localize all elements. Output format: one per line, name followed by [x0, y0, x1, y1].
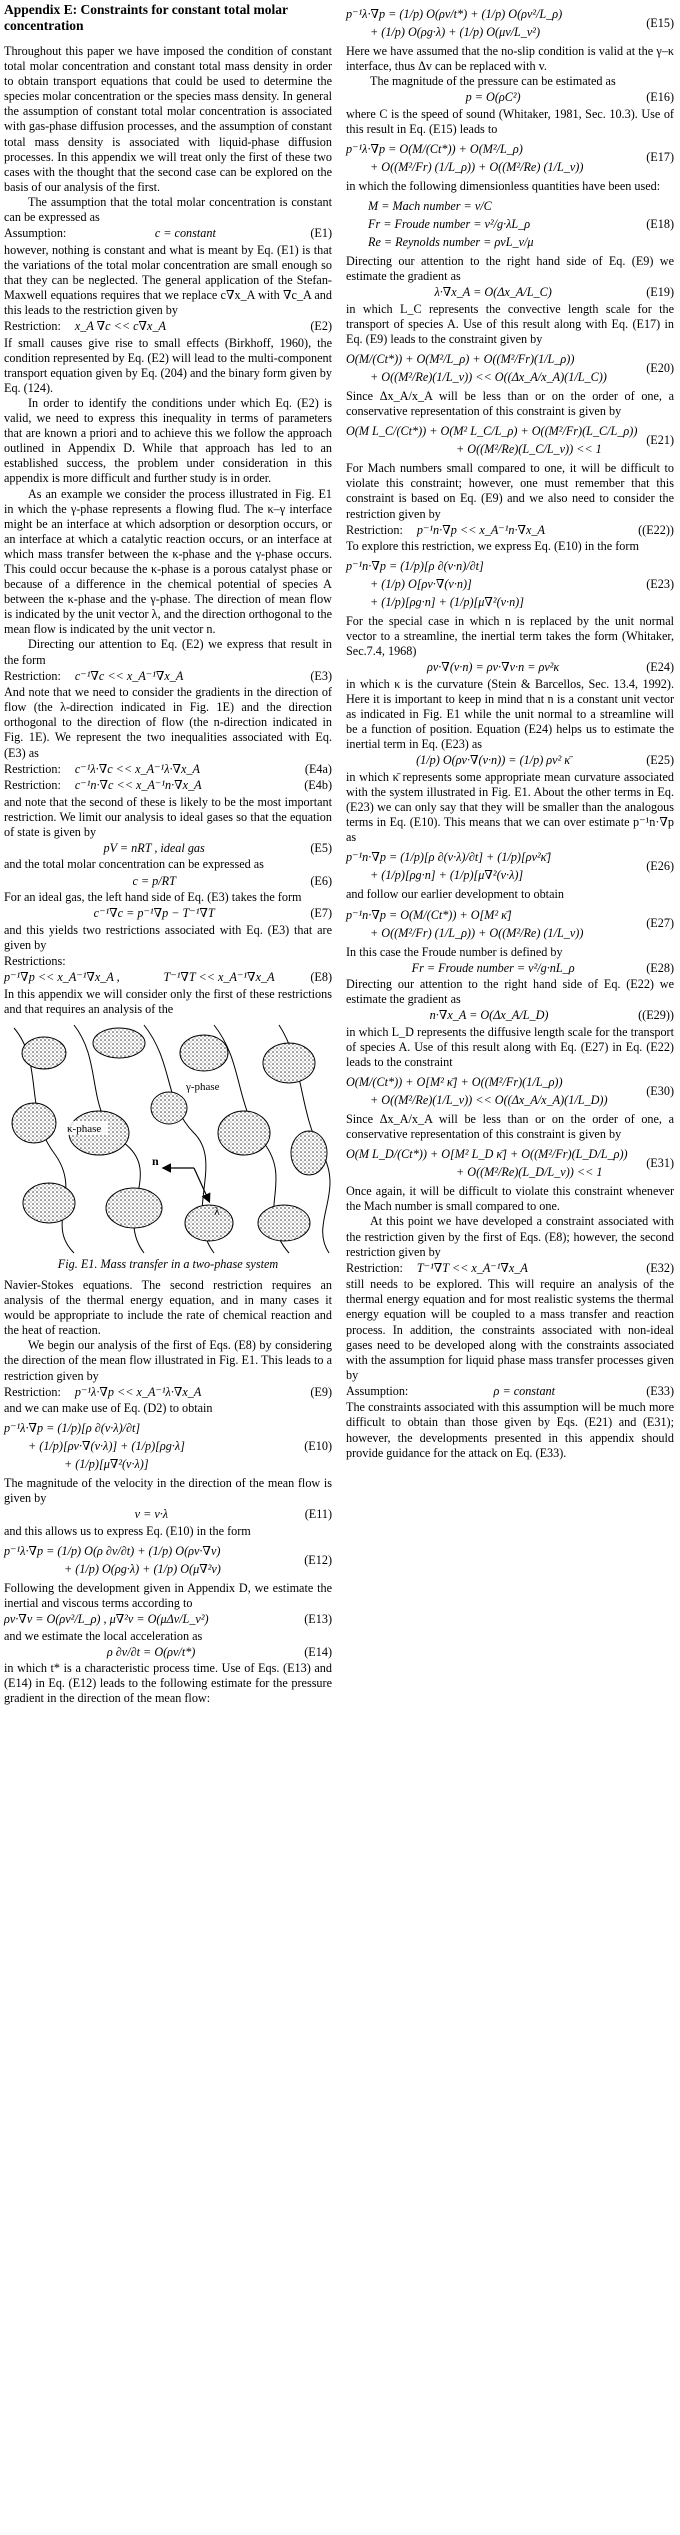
- equation-e23: [346, 557, 674, 611]
- equation-number: (E17): [646, 150, 674, 165]
- equation-number: (E10): [304, 1438, 332, 1453]
- equation-line: + (1/p)[ρg·n] + (1/p)[μ∇²(v·λ)]: [370, 868, 524, 883]
- equation-expression: p⁻¹∇p << x_A⁻¹∇x_A ,: [4, 970, 120, 985]
- equation-e26: [346, 848, 674, 884]
- paragraph: For Mach numbers small compared to one, it will be difficult to violate this constraint; however, one must remember that this constraint is based on Eq. (E9) and we also need to consider the restriction given by: [346, 461, 674, 521]
- equation-e8: [4, 970, 332, 986]
- paragraph: The magnitude of the pressure can be estimated as: [370, 74, 616, 89]
- equation-number: (E16): [646, 90, 674, 105]
- equation-number: (E11): [304, 1507, 332, 1522]
- equation-e8-label: [4, 954, 332, 970]
- equation-label: Restrictions:: [4, 953, 66, 968]
- equation-expression: c⁻¹∇c << x_A⁻¹∇x_A: [74, 668, 184, 683]
- equation-line: + O((M²/Fr) (1/L_ρ)) + O((M²/Re) (1/L_v)): [370, 159, 584, 174]
- kappa-particle: [93, 1028, 145, 1058]
- equation-label: Assumption:: [4, 226, 67, 241]
- equation-line: + (1/p) O(ρg·λ) + (1/p) O(μv/L_v²): [370, 25, 541, 39]
- paragraph: At this point we have developed a constraint associated with the restriction given by the first of Eqs. (E8); however, the second restriction given by: [346, 1214, 674, 1259]
- equation-line: + O((M²/Re)(L_D/L_v)) << 1: [456, 1165, 603, 1180]
- equation-expression: Fr = Froude number = v²/g·nL_ρ: [411, 960, 575, 975]
- paragraph: Throughout this paper we have imposed the condition of constant total molar concentration and constant total mass density in order to obtain transport equations that could be used to determine the species molar concentration or the species mass density. In general the assumption of constant total molar concentration is associated with gas-phase diffusion processes, and the assumption of constant total mass density is associated with liquid-phase diffusion processes. In this appendix we will treat only the first of these two cases with the thought that the second case can be explored on the basis of our analysis of the first.: [4, 44, 332, 194]
- kappa-particle: [23, 1183, 75, 1223]
- equation-e1: [4, 226, 332, 242]
- paragraph: still needs to be explored. This will require an analysis of the thermal energy equation and for most realistic systems the thermal energy equation will be coupled to a mass transfer and reaction process. In addition, the constraints associated with non-ideal gases need to be developed along with the constraints associated with the assumption for liquid phase mass transfer processes given by: [346, 1277, 674, 1382]
- paragraph: in which κ̄ represents some appropriate mean curvature associated with the system illustrated in Fig. E1. About the other terms in Eq. (E23) we can only say that they will be smaller than the analogous terms in Eq. (E10). This means that we can over estimate p⁻¹n·∇p as: [346, 769, 674, 845]
- kappa-phase-label: κ-phase: [67, 1122, 102, 1135]
- equation-number: (E3): [310, 668, 332, 683]
- equation-expression: ρ = constant: [493, 1383, 556, 1398]
- equation-line: + O((M²/Fr) (1/L_ρ)) + O((M²/Re) (1/L_v)): [370, 925, 584, 940]
- equation-number: ((E22)): [638, 522, 674, 537]
- equation-e6: [4, 874, 332, 890]
- paragraph: Since Δx_A/x_A will be less than or on the order of one, a conservative representation of this constraint is given by: [346, 1112, 674, 1142]
- equation-e16: [346, 90, 674, 106]
- equation-expression: c⁻¹∇c = p⁻¹∇p − T⁻¹∇T: [93, 906, 215, 921]
- paragraph: Once again, it will be difficult to violate this constraint whenever the Mach number is small compared to one.: [346, 1184, 674, 1214]
- equation-number: (E5): [310, 840, 332, 855]
- equation-e14: [4, 1645, 332, 1661]
- equation-line: p⁻¹λ·∇p = (1/p) O(ρv/t*) + (1/p) O(ρv²/L_ρ): [346, 7, 563, 21]
- paragraph: Since Δx_A/x_A will be less than or on the order of one, a conservative representation of this constraint is given by: [346, 389, 674, 419]
- equation-e30: [346, 1073, 674, 1109]
- equation-number: (E20): [646, 360, 674, 375]
- equation-e24: [346, 660, 674, 676]
- equation-number: (E28): [646, 960, 674, 975]
- gamma-phase-label: γ-phase: [186, 1080, 220, 1093]
- equation-number: (E12): [304, 1552, 332, 1567]
- paragraph: however, nothing is constant and what is meant by Eq. (E1) is that the variations of the total molar concentration are small enough so that they can be neglected. The general application of the Stefan-Maxwell equations requires that we replace c∇x_A with ∇c_A and this leads to the restriction given by: [4, 242, 332, 317]
- equation-e28: [346, 961, 674, 977]
- equation-e7: [4, 906, 332, 922]
- equation-expression: T⁻¹∇T << x_A⁻¹∇x_A: [416, 1260, 528, 1275]
- equation-number: (E8): [310, 970, 333, 985]
- equation-label: Restriction:: [4, 1384, 61, 1399]
- equation-expression: c = p/RT: [132, 873, 176, 888]
- equation-expression: ρ ∂v/∂t = O(ρv/t*): [106, 1644, 196, 1659]
- equation-number: (E4a): [304, 761, 332, 776]
- paragraph: The constraints associated with this assumption will be much more difficult to obtain than those given by Eqs. (E21) and (E31); however, the developments presented in this appendix should provide guidance for the attack on Eq. (E33).: [346, 1400, 674, 1460]
- paragraph: Directing our attention to the right hand side of Eq. (E22) we estimate the gradient as: [346, 977, 674, 1007]
- equation-number: (E19): [646, 285, 674, 300]
- equation-e17: [346, 140, 674, 176]
- paragraph: where C is the speed of sound (Whitaker, 1981, Sec. 10.3). Use of this result in Eq. (E15) leads to: [346, 106, 674, 136]
- equation-e27: [346, 906, 674, 942]
- equation-line: + O((M²/Re)(1/L_v)) << O((Δx_A/x_A)(1/L_C)): [370, 370, 607, 385]
- paragraph: Following the development given in Appendix D, we estimate the inertial and viscous terms according to: [4, 1581, 332, 1611]
- equation-label: Restriction:: [346, 1260, 403, 1275]
- equation-number: (E18): [646, 216, 674, 231]
- equation-line: p⁻¹λ·∇p = O(M/(Ct*)) + O(M²/L_ρ): [346, 141, 523, 156]
- equation-number: (E32): [646, 1260, 674, 1275]
- equation-number: (E25): [646, 753, 674, 768]
- equation-label: Restriction:: [4, 761, 61, 776]
- equation-line: p⁻¹λ·∇p = (1/p)[ρ ∂(v·λ)/∂t]: [4, 1421, 141, 1436]
- equation-line: + (1/p) O(ρg·λ) + (1/p) O(μ∇²v): [64, 1562, 221, 1576]
- equation-e25: [346, 753, 674, 769]
- equation-number: (E2): [310, 319, 332, 334]
- equation-e9: [4, 1385, 332, 1401]
- left-column: [4, 2, 332, 1707]
- equation-number: (E24): [646, 660, 674, 675]
- paragraph: The assumption that the total molar concentration is constant can be expressed as: [4, 194, 332, 225]
- paragraph: and this allows us to express Eq. (E10) in the form: [4, 1523, 251, 1538]
- paragraph: As an example we consider the process illustrated in Fig. E1 in which the γ-phase represents a flowing flud. The κ–γ interface might be an interface at which adsorption or desorption occurs, or an interface at which a catalytic reaction occurs, or an interface at which mass transfer between the κ-phase and the γ-phase occurs. This could occur because the κ-phase is a porous catalyst phase or because of a difference in the chemical potential of species A between the κ-phase and the γ-phase. The direction of mean flow is indicated by the unit vector λ, and the direction orthogonal to the mean flow is indicated by the unit vector n.: [4, 486, 332, 637]
- equation-number: (E14): [304, 1644, 332, 1659]
- paragraph: If small causes give rise to small effects (Birkhoff, 1960), the condition represented by Eq. (E2) will lead to the multi-component transport equation given by Eq. (204) and the binary form given by Eq. (124).: [4, 335, 332, 395]
- equation-expression: v = v·λ: [134, 1507, 169, 1522]
- equation-label: Restriction:: [346, 522, 403, 537]
- equation-line: + O((M²/Re)(L_C/L_v)) << 1: [456, 442, 602, 457]
- equation-line: p⁻¹n·∇p = (1/p)[ρ ∂(v·λ)/∂t] + (1/p)[ρv²κ̄]: [346, 850, 552, 865]
- equation-e29: [346, 1008, 674, 1024]
- paragraph: in which t* is a characteristic process time. Use of Eqs. (E13) and (E14) in Eq. (E12) leads to the following estimate for the pressure gradient in the direction of the mean flow:: [4, 1661, 332, 1706]
- paragraph: in which κ is the curvature (Stein & Barcellos, Sec. 13.4, 1992). Here it is important to keep in mind that n is a constant unit vector as indicated in Fig. E1 while the unit normal to a streamline will be a function of position. Equation (E24) helps us to estimate the inertial term in Eq. (E23) as: [346, 676, 674, 752]
- equation-line: + (1/p)[ρg·n] + (1/p)[μ∇²(v·n)]: [370, 595, 524, 610]
- equation-expression: T⁻¹∇T << x_A⁻¹∇x_A: [163, 970, 275, 985]
- kappa-particle: [106, 1188, 162, 1228]
- kappa-particle: [22, 1037, 66, 1069]
- equation-e11: [4, 1507, 332, 1523]
- lambda-vector-arrow: [194, 1168, 209, 1201]
- equation-e15: [346, 5, 674, 41]
- equation-e21: [346, 422, 674, 458]
- equation-e3: [4, 669, 332, 685]
- paragraph: in which L_C represents the convective length scale for the transport of species A. Use of this result along with Eq. (E17) in Eq. (E9) leads to the constraint given by: [346, 301, 674, 346]
- equation-line: + O((M²/Re)(1/L_v)) << O((Δx_A/x_A)(1/L_D)): [370, 1093, 608, 1108]
- equation-expression: (1/p) O(ρv·∇(v·n)) = (1/p) ρv² κ̄: [416, 753, 571, 768]
- equation-label: Assumption:: [346, 1383, 409, 1398]
- paragraph: and we can make use of Eq. (D2) to obtain: [4, 1401, 213, 1416]
- right-column: [346, 2, 674, 1461]
- equation-line: O(M/(Ct*)) + O(M²/L_ρ) + O((M²/Fr)(1/L_ρ)): [346, 352, 575, 367]
- figure-e1: [4, 1023, 332, 1255]
- equation-line: p⁻¹n·∇p = (1/p)[ρ ∂(v·n)/∂t]: [346, 559, 484, 574]
- paragraph: We begin our analysis of the first of Eqs. (E8) by considering the direction of the mean flow illustrated in Fig. E1. This leads to a restriction given by: [4, 1338, 332, 1383]
- equation-e19: [346, 285, 674, 301]
- equation-number: (E26): [646, 858, 674, 873]
- n-vector-label: n: [152, 1153, 159, 1168]
- equation-e5: [4, 841, 332, 857]
- equation-number: (E30): [646, 1083, 674, 1098]
- equation-e33: [346, 1384, 674, 1400]
- paragraph: For an ideal gas, the left hand side of Eq. (E3) takes the form: [4, 890, 302, 904]
- equation-e2: [4, 319, 332, 335]
- paragraph: The magnitude of the velocity in the direction of the mean flow is given by: [4, 1476, 332, 1506]
- equation-e18: [346, 197, 674, 251]
- kappa-particle: [258, 1205, 310, 1241]
- equation-expression: p⁻¹n·∇p << x_A⁻¹n·∇x_A: [416, 522, 545, 537]
- paragraph: For the special case in which n is replaced by the unit normal vector to a streamline, the inertial term takes the form (Whitaker, Sec.7.4, 1968): [346, 614, 674, 659]
- equation-e31: [346, 1145, 674, 1181]
- equation-line: O(M L_C/(Ct*)) + O(M² L_C/L_ρ) + O((M²/Fr)(L_C/L_ρ)): [346, 424, 638, 439]
- paragraph: and this yields two restrictions associated with Eq. (E3) that are given by: [4, 922, 332, 952]
- equation-line: + (1/p)[μ∇²(v·λ)]: [64, 1457, 149, 1472]
- equation-line: M = Mach number = v/C: [368, 199, 492, 214]
- kappa-particle: [185, 1205, 233, 1241]
- kappa-particle: [291, 1131, 327, 1175]
- equation-number: (E7): [310, 906, 332, 921]
- equation-e10: [4, 1419, 332, 1473]
- paragraph: And note that we need to consider the gradients in the direction of flow (the λ-direction indicated in Fig. 1E) and the direction orthogonal to the direction of flow (the n-direction indicated in Fig. 1E). We represent the two inequalities associated with Eq. (E3) as: [4, 685, 332, 760]
- kappa-particle: [180, 1035, 228, 1071]
- equation-e12: [4, 1542, 332, 1578]
- kappa-particle: [218, 1111, 270, 1155]
- equation-expression: x_A ∇c << c∇x_A: [74, 319, 166, 334]
- equation-e20: [346, 350, 674, 386]
- equation-line: + (1/p)[ρv·∇(v·λ)] + (1/p)[ρg·λ]: [28, 1439, 185, 1454]
- equation-number: ((E29)): [638, 1008, 674, 1023]
- equation-number: (E15): [646, 15, 674, 30]
- kappa-particle: [263, 1043, 315, 1083]
- equation-label: Restriction:: [4, 319, 61, 334]
- paragraph: and follow our earlier development to obtain: [346, 887, 564, 902]
- equation-label: Restriction:: [4, 668, 61, 683]
- equation-number: (E21): [646, 432, 674, 447]
- equation-e13: [4, 1612, 332, 1628]
- paragraph: Here we have assumed that the no-slip condition is valid at the γ–κ interface, thus Δv can be replaced with v.: [346, 44, 674, 74]
- kappa-particle: [12, 1103, 56, 1143]
- appendix-title: Appendix E: Constraints for constant total molar concentration: [4, 2, 288, 33]
- paragraph: in which the following dimensionless quantities have been used:: [346, 178, 661, 193]
- equation-line: O(M L_D/(Ct*)) + O[M² L_D κ̄] + O((M²/Fr)(L_D/L_ρ)): [346, 1147, 628, 1162]
- paragraph: Navier-Stokes equations. The second restriction requires an analysis of the thermal energy equation, and in many cases it would be appropriate to include the rate of chemical reaction and the heat of reaction.: [4, 1277, 332, 1338]
- equation-expression: pV = nRT , ideal gas: [103, 840, 205, 855]
- equation-line: O(M/(Ct*)) + O[M² κ̄] + O((M²/Fr)(1/L_ρ)): [346, 1075, 563, 1090]
- equation-e32: [346, 1261, 674, 1277]
- equation-number: (E9): [310, 1384, 332, 1399]
- equation-expression: p = O(ρC²): [465, 90, 521, 105]
- equation-label: Restriction:: [4, 778, 61, 793]
- equation-expression: c⁻¹n·∇c << x_A⁻¹n·∇x_A: [74, 778, 202, 793]
- paragraph: and note that the second of these is likely to be the most important restriction. We limit our analysis to ideal gases so that the equation of state is given by: [4, 794, 332, 839]
- equation-expression: c⁻¹λ·∇c << x_A⁻¹λ·∇x_A: [74, 761, 200, 776]
- equation-line: p⁻¹n·∇p = O(M/(Ct*)) + O[M² κ̄]: [346, 907, 512, 922]
- equation-line: Fr = Froude number = v²/g·λL_ρ: [368, 217, 531, 232]
- equation-number: (E23): [646, 576, 674, 591]
- paragraph: and the total molar concentration can be expressed as: [4, 857, 264, 872]
- two-phase-diagram: [4, 1023, 332, 1255]
- equation-expression: n·∇x_A = O(Δx_A/L_D): [429, 1008, 549, 1023]
- paragraph: Directing our attention to the right hand side of Eq. (E9) we estimate the gradient as: [346, 254, 674, 284]
- paragraph: in which L_D represents the diffusive length scale for the transport of species A. Use of this result along with Eq. (E27) in Eq. (E22) leads to the constraint: [346, 1024, 674, 1069]
- equation-expression: p⁻¹λ·∇p << x_A⁻¹λ·∇x_A: [74, 1384, 202, 1399]
- equation-number: (E1): [310, 226, 332, 241]
- equation-e4a: [4, 762, 332, 778]
- equation-number: (E33): [646, 1383, 674, 1398]
- equation-number: (E6): [310, 873, 332, 888]
- equation-number: (E13): [304, 1612, 332, 1627]
- kappa-particle: [151, 1092, 187, 1124]
- paragraph: and we estimate the local acceleration as: [4, 1628, 203, 1643]
- equation-line: Re = Reynolds number = ρvL_v/μ: [368, 235, 534, 250]
- figure-caption: Fig. E1. Mass transfer in a two-phase system: [57, 1256, 279, 1271]
- equation-e4b: [4, 778, 332, 794]
- equation-number: (E4b): [304, 778, 332, 793]
- paragraph: Directing our attention to Eq. (E2) we express that result in the form: [4, 637, 332, 667]
- equation-number: (E27): [646, 916, 674, 930]
- paragraph: In this case the Froude number is defined by: [346, 944, 563, 959]
- equation-expression: ρv·∇v = O(ρv²/L_ρ) , μ∇²v = O(μΔv/L_v²): [4, 1612, 209, 1627]
- equation-expression: ρv·∇(v·n) = ρv·∇v·n = ρv²κ: [427, 660, 560, 675]
- equation-expression: c = constant: [154, 226, 216, 241]
- equation-e22: [346, 523, 674, 539]
- equation-number: (E31): [646, 1155, 674, 1170]
- equation-line: p⁻¹λ·∇p = (1/p) O(ρ ∂v/∂t) + (1/p) O(ρv·∇v): [4, 1544, 221, 1558]
- lambda-vector-label: λ: [214, 1203, 220, 1218]
- paragraph: To explore this restriction, we express Eq. (E10) in the form: [346, 539, 639, 554]
- equation-expression: λ·∇x_A = O(Δx_A/L_C): [434, 285, 552, 300]
- paragraph: In this appendix we will consider only the first of these restrictions and that requires an analysis of the: [4, 986, 332, 1016]
- equation-line: + (1/p) O[ρv·∇(v·n)]: [370, 577, 472, 592]
- paragraph: In order to identify the conditions under which Eq. (E2) is valid, we need to express this inequality in terms of parameters that are known a priori and to achieve this we follow the approach outlined in Appendix D. While that approach has led to an established success, the problem under consideration in this appendix is more difficult and further study is in order.: [4, 395, 332, 486]
